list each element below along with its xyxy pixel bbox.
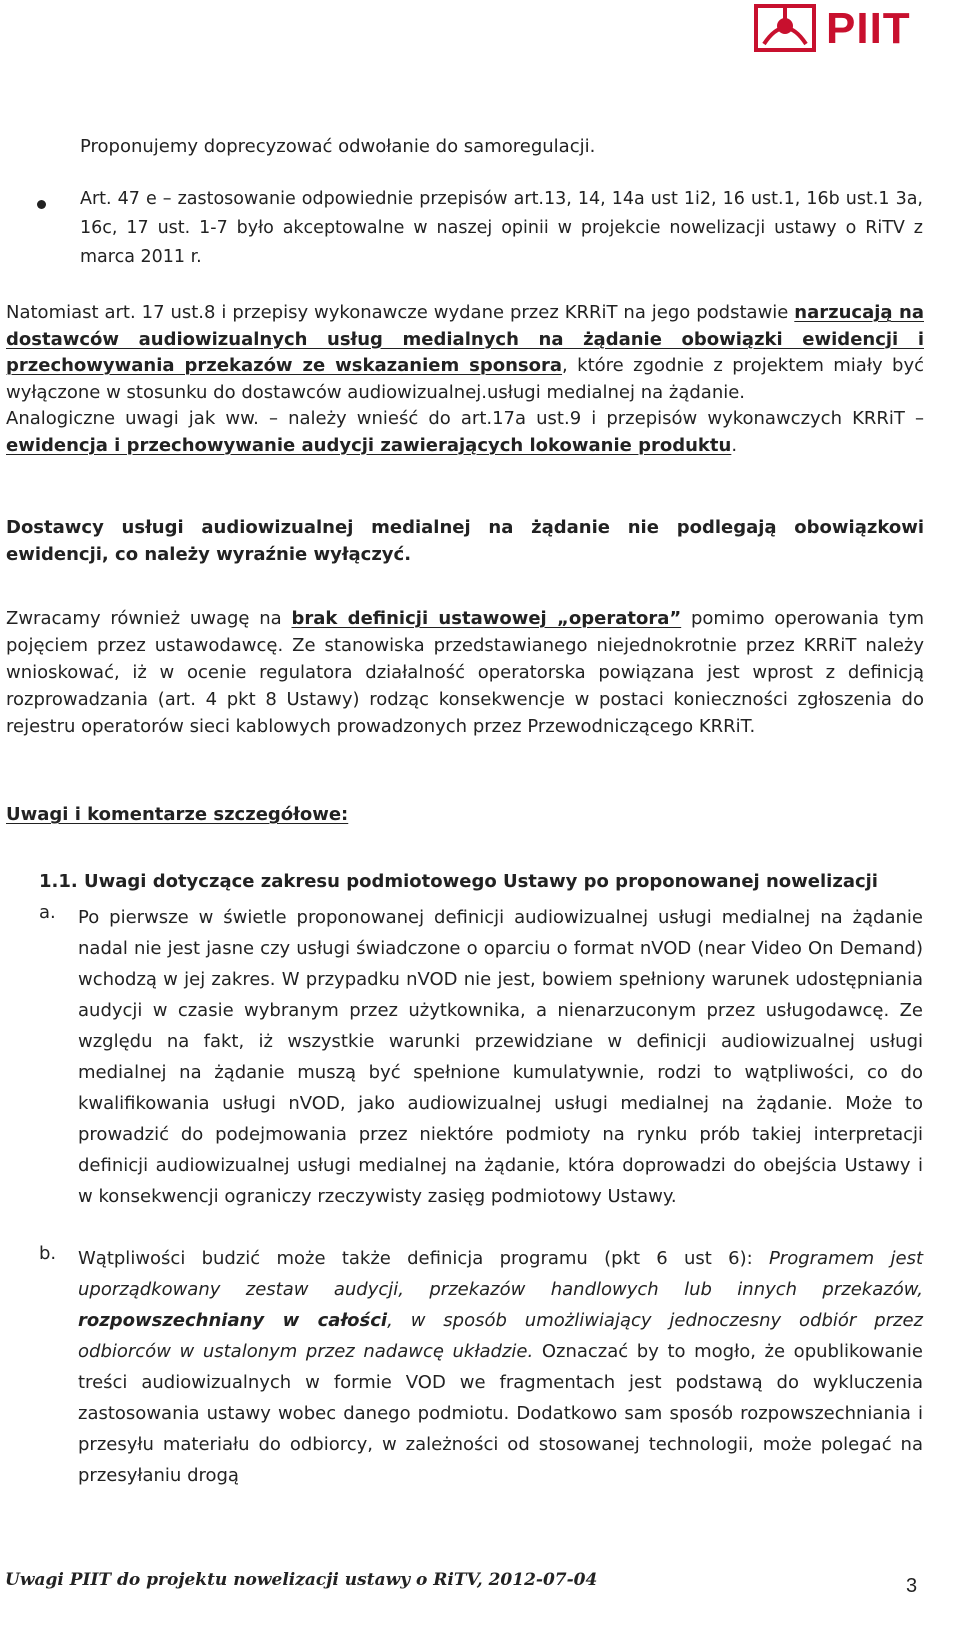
bullet-paragraph: Art. 47 e – zastosowanie odpowiednie przepisów art.13, 14, 14a ust 1i2, 16 ust.1, 16b ust.1 3a, 16c, 17 ust. 1-7 było akceptowalne w naszej opinii w projekcie nowelizacji ustawy o RiTV z marca 2011 r.	[80, 189, 923, 267]
page-number: 3	[906, 1575, 918, 1597]
analogiczne-tail: .	[731, 434, 738, 456]
dostawcy-paragraph: Dostawcy usługi audiowizualnej medialnej na żądanie nie podlegają obowiązkowi ewidencji, co należy wyraźnie wyłączyć.	[6, 517, 924, 565]
item-a-marker: a.	[39, 902, 56, 923]
footer-text: Uwagi PIIT do projektu nowelizacji ustawy o RiTV, 2012-07-04	[5, 1570, 598, 1590]
item-b-marker: b.	[39, 1243, 57, 1264]
natomiast-underlined: narzucają na dostawców audiowizualnych usług medialnych na żądanie obowiązki ewidencji i przechowywania przekazów ze wskazaniem sponsora	[6, 302, 924, 376]
analogiczne-lead: Analogiczne uwagi jak ww. – należy wnieść do art.17a ust.9 i przepisów wykonawczych KRRiT –	[6, 408, 924, 429]
item-b-bold-italic: rozpowszechniany w całości	[78, 1310, 388, 1331]
zwracamy-tail: pomimo operowania tym pojęciem przez ustawodawcę. Ze stanowiska przedstawianego niejednokrotnie przez KRRiT należy wnioskować, iż w ocenie regulatora działalność operatorska powiązana jest wprost z definicją rozprowadzania (art. 4 pkt 8 Ustawy) rodząc konsekwencje w postaci konieczności zgłoszenia do rejestru operatorów sieci kablowych prowadzonych przez Przewodniczącego KRRiT.	[6, 608, 925, 737]
piit-logo-mark-icon	[754, 4, 818, 52]
piit-logo-text: PIIT	[826, 4, 911, 53]
natomiast-lead: Natomiast art. 17 ust.8 i przepisy wykonawcze wydane przez KRRiT na jego podstawie	[6, 302, 795, 323]
details-heading-text: Uwagi i komentarze szczegółowe:	[6, 804, 349, 825]
item-b-italic-1: Programem jest uporządkowany zestaw audycji, przekazów handlowych lub innych przekazów,	[78, 1248, 924, 1300]
zwracamy-lead: Zwracamy również uwagę na	[6, 608, 292, 629]
zwracamy-underlined: brak definicji ustawowej „operatora”	[291, 608, 682, 629]
item-b-text	[78, 1243, 923, 1491]
natomiast-paragraph	[6, 300, 924, 459]
item-b-tail: Oznaczać by to mogło, że opublikowanie treści audiowizualnych w formie VOD we fragmentach jest podstawą do wykluczenia zastosowania ustawy wobec danego podmiotu. Dodatkowo sam sposób rozpowszechniania i przesyłu materiału do odbiorcy, w zależności od stosowanej technologii, może polegać na przesyłaniu drogą	[78, 1341, 923, 1486]
natomiast-tail: , które zgodnie z projektem miały być wyłączone w stosunku do dostawców audiowizualnej.usługi medialnej na żądanie.	[6, 355, 924, 403]
item-b-italic-2: , w sposób umożliwiający jednoczesny odbiór przez odbiorców w ustalonym przez nadawcę układzie.	[78, 1310, 923, 1362]
zwracamy-paragraph	[6, 605, 924, 740]
piit-logo	[754, 4, 954, 52]
details-heading	[6, 804, 348, 825]
bullet-dot-icon	[37, 200, 46, 209]
item-a-text: Po pierwsze w świetle proponowanej definicji audiowizualnej usługi medialnej na żądanie nadal nie jest jasne czy usługi świadczone o oparciu o format nVOD (near Video On Demand) wchodzą w jej zakres. W przypadku nVOD nie jest, bowiem spełniony warunek udostępniania audycji w czasie wybranym przez użytkownika, a nienarzuconym przez usługodawcę. Ze względu na fakt, iż wszystkie warunki przewidziane w definicji audiowizualnej usługi medialnej na żądanie muszą być spełnione kumulatywnie, rodzi to wątpliwości, co do kwalifikowania usługi nVOD, jako audiowizualnej usługi medialnej na żądanie. Może to prowadzić do podejmowania przez niektóre podmioty na rynku prób takiej interpretacji definicji audiowizualnej usługi medialnej na żądanie, która doprowadzi do obejścia Ustawy i w konsekwencji ograniczy rzeczywisty zasięg podmiotowy Ustawy.	[78, 907, 923, 1207]
analogiczne-underlined: ewidencja i przechowywanie audycji zawierających lokowanie produktu	[6, 434, 732, 456]
intro-paragraph: Proponujemy doprecyzować odwołanie do samoregulacji.	[80, 136, 596, 157]
item-b-lead: Wątpliwości budzić może także definicja programu (pkt 6 ust 6):	[78, 1248, 769, 1269]
section-title: 1.1. Uwagi dotyczące zakresu podmiotowego Ustawy po proponowanej nowelizacji	[39, 871, 878, 892]
